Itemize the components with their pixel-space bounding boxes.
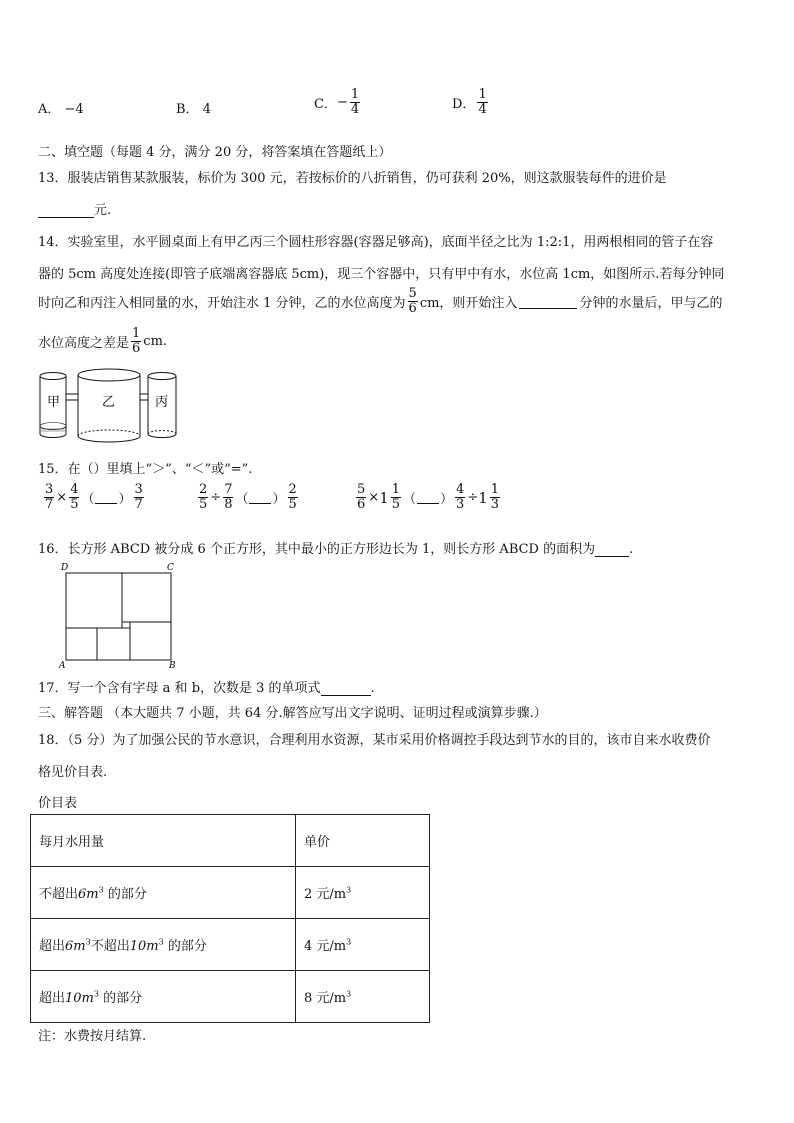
section-2-heading: 二、填空题（每题 4 分，满分 20 分，将答案填在答题纸上） (38, 145, 392, 160)
header-usage: 每月水用量 (31, 815, 296, 867)
q16-answer-blank[interactable] (595, 542, 629, 557)
q15-expr-1: $\frac{3}{7}$ × $\frac{4}{5}$ （ ） $\frac{3}{7}$ (45, 482, 143, 512)
label-c: C (167, 563, 174, 573)
q14-line1: 14．实验室里，水平圆桌面上有甲乙丙三个圆柱形容器(容器足够高)，底面半径之比为 1:2:1，用两根相同的管子在容 (38, 235, 714, 250)
row1-usage: 不超出$6m^3$ 的部分 (31, 867, 296, 919)
option-d-letter: D． (452, 97, 476, 112)
q17-answer-blank[interactable] (321, 681, 371, 696)
table-row (31, 971, 430, 1023)
price-table (30, 814, 430, 1023)
q13-line2: 元. (38, 199, 111, 218)
table-header-row (31, 815, 430, 867)
table-row (31, 867, 430, 919)
label-bing: 丙 (155, 395, 169, 410)
q15-blank-2[interactable] (249, 491, 271, 504)
q18-line2: 格见价目表. (38, 765, 108, 780)
header-price: 单价 (296, 815, 430, 867)
option-b-letter: B． (176, 102, 199, 117)
option-b (176, 98, 211, 117)
row3-usage: 超出$10m^3$ 的部分 (31, 971, 296, 1023)
option-c-sign: − (336, 95, 348, 110)
label-jia: 甲 (47, 395, 61, 410)
q14-containers-figure (36, 368, 180, 444)
q13-line1: 13．服装店销售某款服装，标价为 300 元，若按标价的八折销售，仍可获利 20%，则这款服装每件的进价是 (38, 171, 667, 186)
option-b-value: 4 (202, 102, 211, 117)
q15-title: 15．在（）里填上“＞”、“＜”或“=”. (38, 462, 253, 477)
option-d (452, 88, 490, 117)
row1-price: 2 元$/m^3$ (296, 867, 430, 919)
q15-blank-3[interactable] (417, 491, 439, 504)
q14-line2: 器的 5cm 高度处连接(即管子底端离容器底 5cm)，现三个容器中，只有甲中有水，水位高 1cm，如图所示.若每分钟同 (38, 267, 725, 282)
row2-price: 4 元$/m^3$ (296, 919, 430, 971)
q14-fraction-1-6: $\frac{1}{6}$ (132, 326, 141, 356)
option-a-value: −4 (64, 102, 84, 117)
q15-expr-3: $\frac{5}{6}$ × 1 $\frac{1}{5}$ （ ） $\frac{4}{3}$ ÷ 1 $\frac{1}{3}$ (357, 482, 500, 512)
option-a (38, 98, 84, 117)
note-text: 注：水费按月结算. (38, 1029, 147, 1044)
table-caption: 价目表 (38, 796, 78, 811)
q14-line4: 水位高度之差是 $\frac{1}{6}$ cm. (38, 326, 168, 356)
option-d-fraction: $\frac{1}{4}$ (478, 87, 487, 117)
row3-price: 8 元$/m^3$ (296, 971, 430, 1023)
q16-rectangle-figure (56, 560, 184, 670)
q18-line1: 18．（5 分）为了加强公民的节水意识，合理利用水资源，某市采用价格调控手段达到节水的目的，该市自来水收费价 (38, 733, 711, 748)
q13-answer-blank[interactable] (38, 203, 94, 218)
q17-text: 17．写一个含有字母 a 和 b，次数是 3 的单项式 . (38, 681, 375, 696)
label-yi: 乙 (102, 395, 116, 410)
q14-line3: 时向乙和丙注入相同量的水，开始注水 1 分钟，乙的水位高度为 $\frac{5}{6}$ cm，则开始注入 分钟的水量后，甲与乙的 (38, 286, 723, 316)
q15-blank-1[interactable] (95, 491, 117, 504)
option-c (314, 88, 362, 117)
row2-usage: 超出$6m^3$不超出$10m^3$ 的部分 (31, 919, 296, 971)
section-3-heading: 三、解答题 （本大题共 7 小题，共 64 分.解答应写出文字说明、证明过程或演算步骤.） (38, 706, 547, 721)
option-c-fraction: $\frac{1}{4}$ (350, 87, 360, 117)
q14-answer-blank[interactable] (519, 294, 577, 309)
q16-text: 16．长方形 ABCD 被分成 6 个正方形，其中最小的正方形边长为 1，则长方形 ABCD 的面积为 . (38, 542, 634, 557)
q14-fraction-5-6: $\frac{5}{6}$ (408, 286, 417, 316)
option-c-letter: C． (314, 97, 337, 112)
option-a-letter: A． (38, 102, 61, 117)
label-d: D (61, 563, 69, 573)
table-row (31, 919, 430, 971)
label-b: B (169, 661, 176, 670)
q15-expr-2: $\frac{2}{5}$ ÷ $\frac{7}{8}$ （ ） $\frac{2}{5}$ (199, 482, 297, 512)
label-a: A (59, 661, 66, 670)
